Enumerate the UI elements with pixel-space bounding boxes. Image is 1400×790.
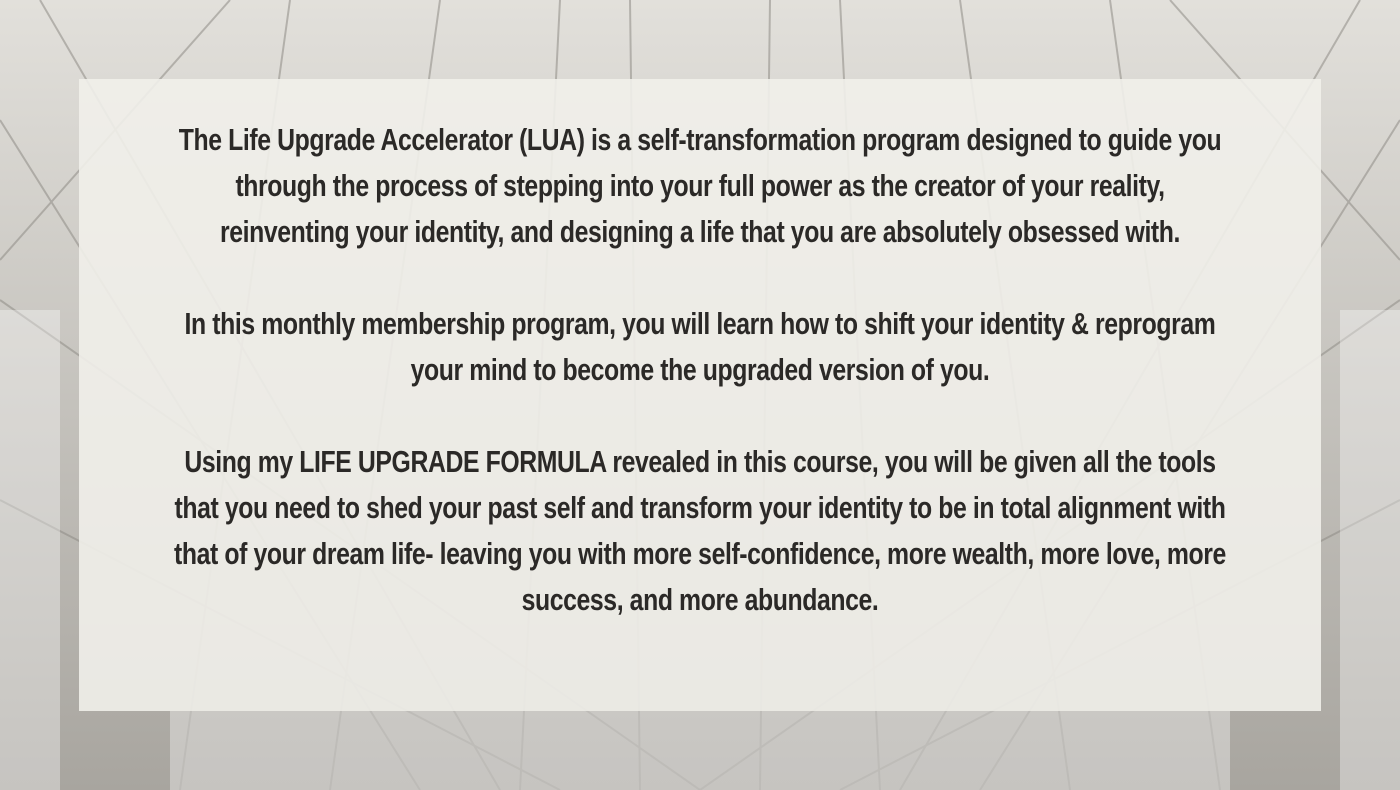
formula-paragraph: Using my LIFE UPGRADE FORMULA revealed in this course, you will be given all the tools that you need to shed your past self and transform your identity to be in total alignment with that of your dream life- leaving you with more self-confidence, more wealth, more love, more success, and more abundance. — [174, 444, 1226, 617]
content-panel — [79, 79, 1321, 711]
intro-paragraph: The Life Upgrade Accelerator (LUA) is a self-transformation program designed to guide you through the process of stepping into your full power as the creator of your reality, reinventing your identity, and designing a life that you are absolutely obsessed with. — [178, 122, 1222, 249]
membership-paragraph: In this monthly membership program, you will learn how to shift your identity & reprogram your mind to become the upgraded version of you. — [184, 306, 1216, 387]
